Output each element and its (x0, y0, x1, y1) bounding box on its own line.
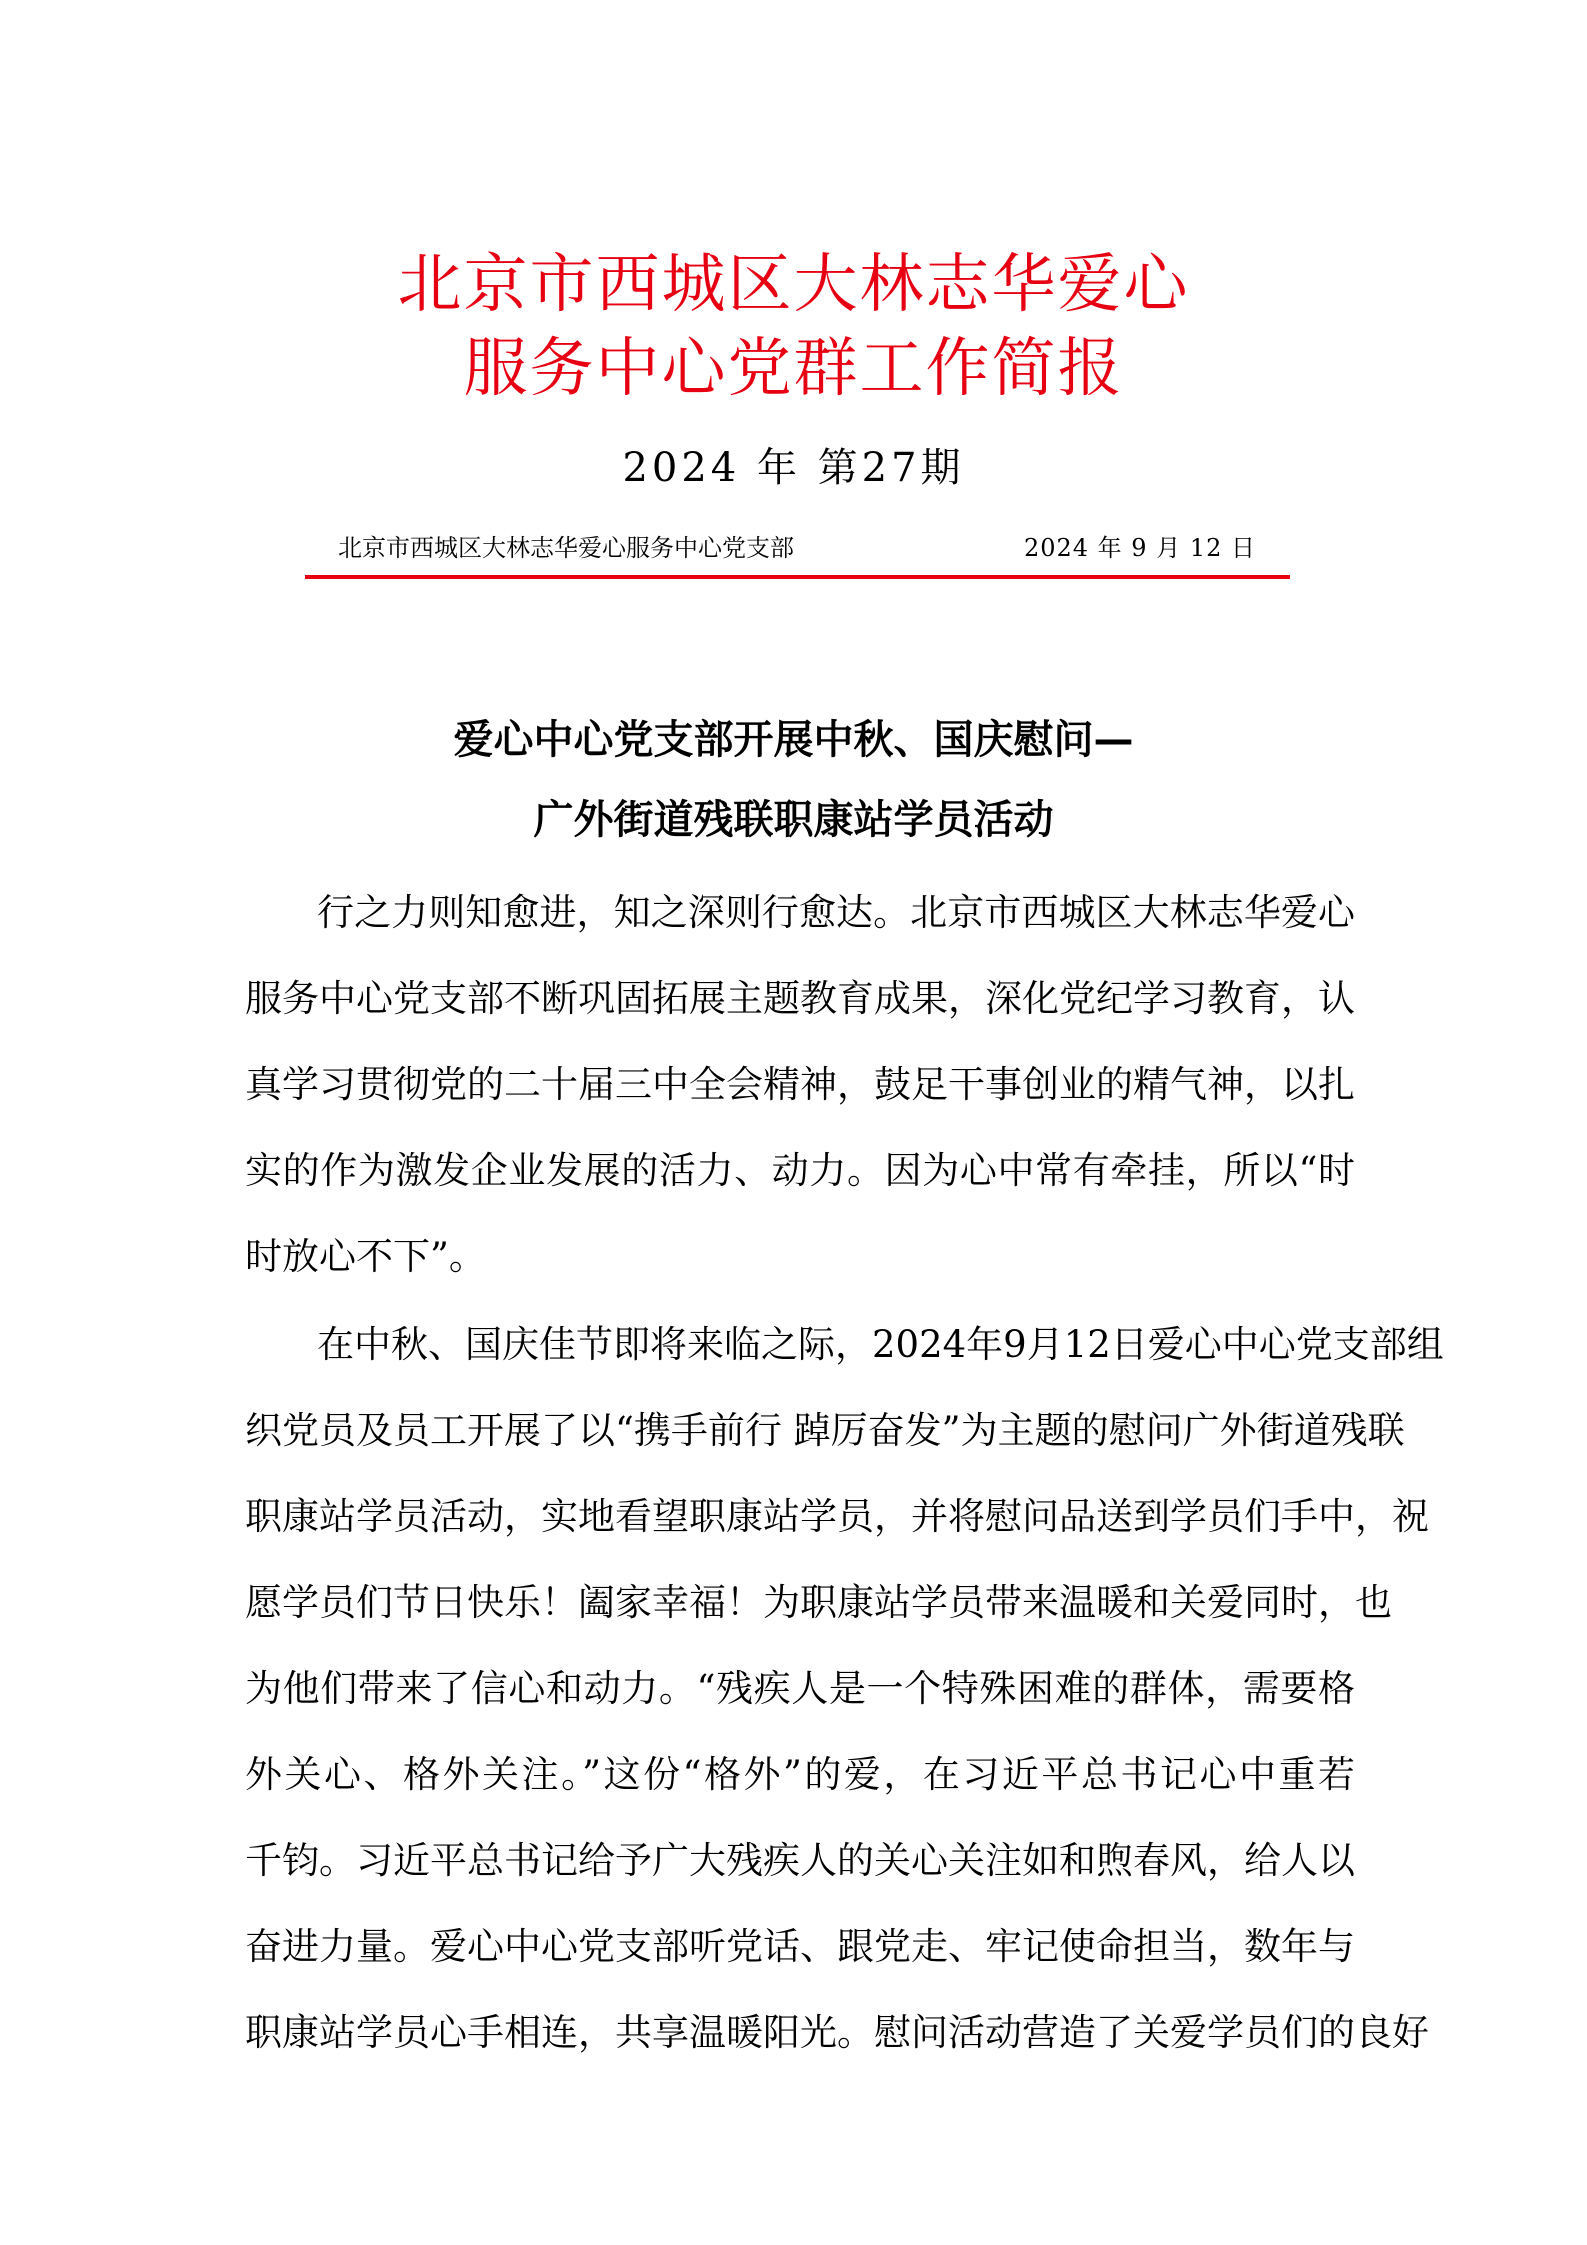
paragraph-line: 实的作为激发企业发展的活力、动力。因为心中常有牵挂，所以“时 (245, 1149, 1355, 1192)
paragraph-line: 愿学员们节日快乐！阖家幸福！为职康站学员带来温暖和关爱同时，也 (245, 1581, 1392, 1624)
paragraph-line: 职康站学员活动，实地看望职康站学员，并将慰问品送到学员们手中，祝 (245, 1495, 1429, 1538)
article-title-line1: 爱心中心党支部开展中秋、国庆慰问— (453, 717, 1134, 763)
paragraph-line: 为他们带来了信心和动力。“残疾人是一个特殊困难的群体，需要格 (245, 1667, 1355, 1710)
paragraph-line: 千钧。习近平总书记给予广大残疾人的关心关注如和煦春风，给人以 (245, 1839, 1355, 1882)
paragraph-line: 奋进力量。爱心中心党支部听党话、跟党走、牢记使命担当，数年与 (245, 1925, 1355, 1968)
masthead-title-line2: 服务中心党群工作简报 (463, 332, 1124, 406)
article-paragraph-2 (245, 1302, 1444, 2076)
paragraph-line: 职康站学员心手相连，共享温暖阳光。慰问活动营造了关爱学员们的良好 (245, 2011, 1429, 2054)
paragraph-line: 外关心、格外关注。”这份“格外”的爱，在习近平总书记心中重若 (245, 1753, 1355, 1796)
article-title-line2: 广外街道残联职康站学员活动 (533, 797, 1054, 843)
paragraph-line: 真学习贯彻党的二十届三中全会精神，鼓足干事创业的精气神，以扎 (245, 1063, 1355, 1106)
masthead-title-line1: 北京市西城区大林志华爱心 (397, 248, 1190, 322)
paragraph-line: 时放心不下”。 (245, 1235, 486, 1278)
paragraph-line: 在中秋、国庆佳节即将来临之际，2024年9月12日爱心中心党支部组 (317, 1323, 1444, 1366)
paragraph-line: 行之力则知愈进，知之深则行愈达。北京市西城区大林志华爱心 (317, 891, 1355, 934)
paragraph-line: 服务中心党支部不断巩固拓展主题教育成果，深化党纪学习教育，认 (245, 977, 1355, 1020)
issue-date: 2024 年 9 月 12 日 (1023, 534, 1256, 562)
issuer-name: 北京市西城区大林志华爱心服务中心党支部 (338, 534, 794, 562)
paragraph-line: 织党员及员工开展了以“携手前行 踔厉奋发”为主题的慰问广外街道残联 (245, 1409, 1405, 1452)
masthead-divider (305, 575, 1290, 579)
issuer-row (338, 528, 1256, 568)
issue-number: 2024 年 第27期 (622, 445, 965, 491)
article-paragraph-1 (245, 870, 1355, 1300)
